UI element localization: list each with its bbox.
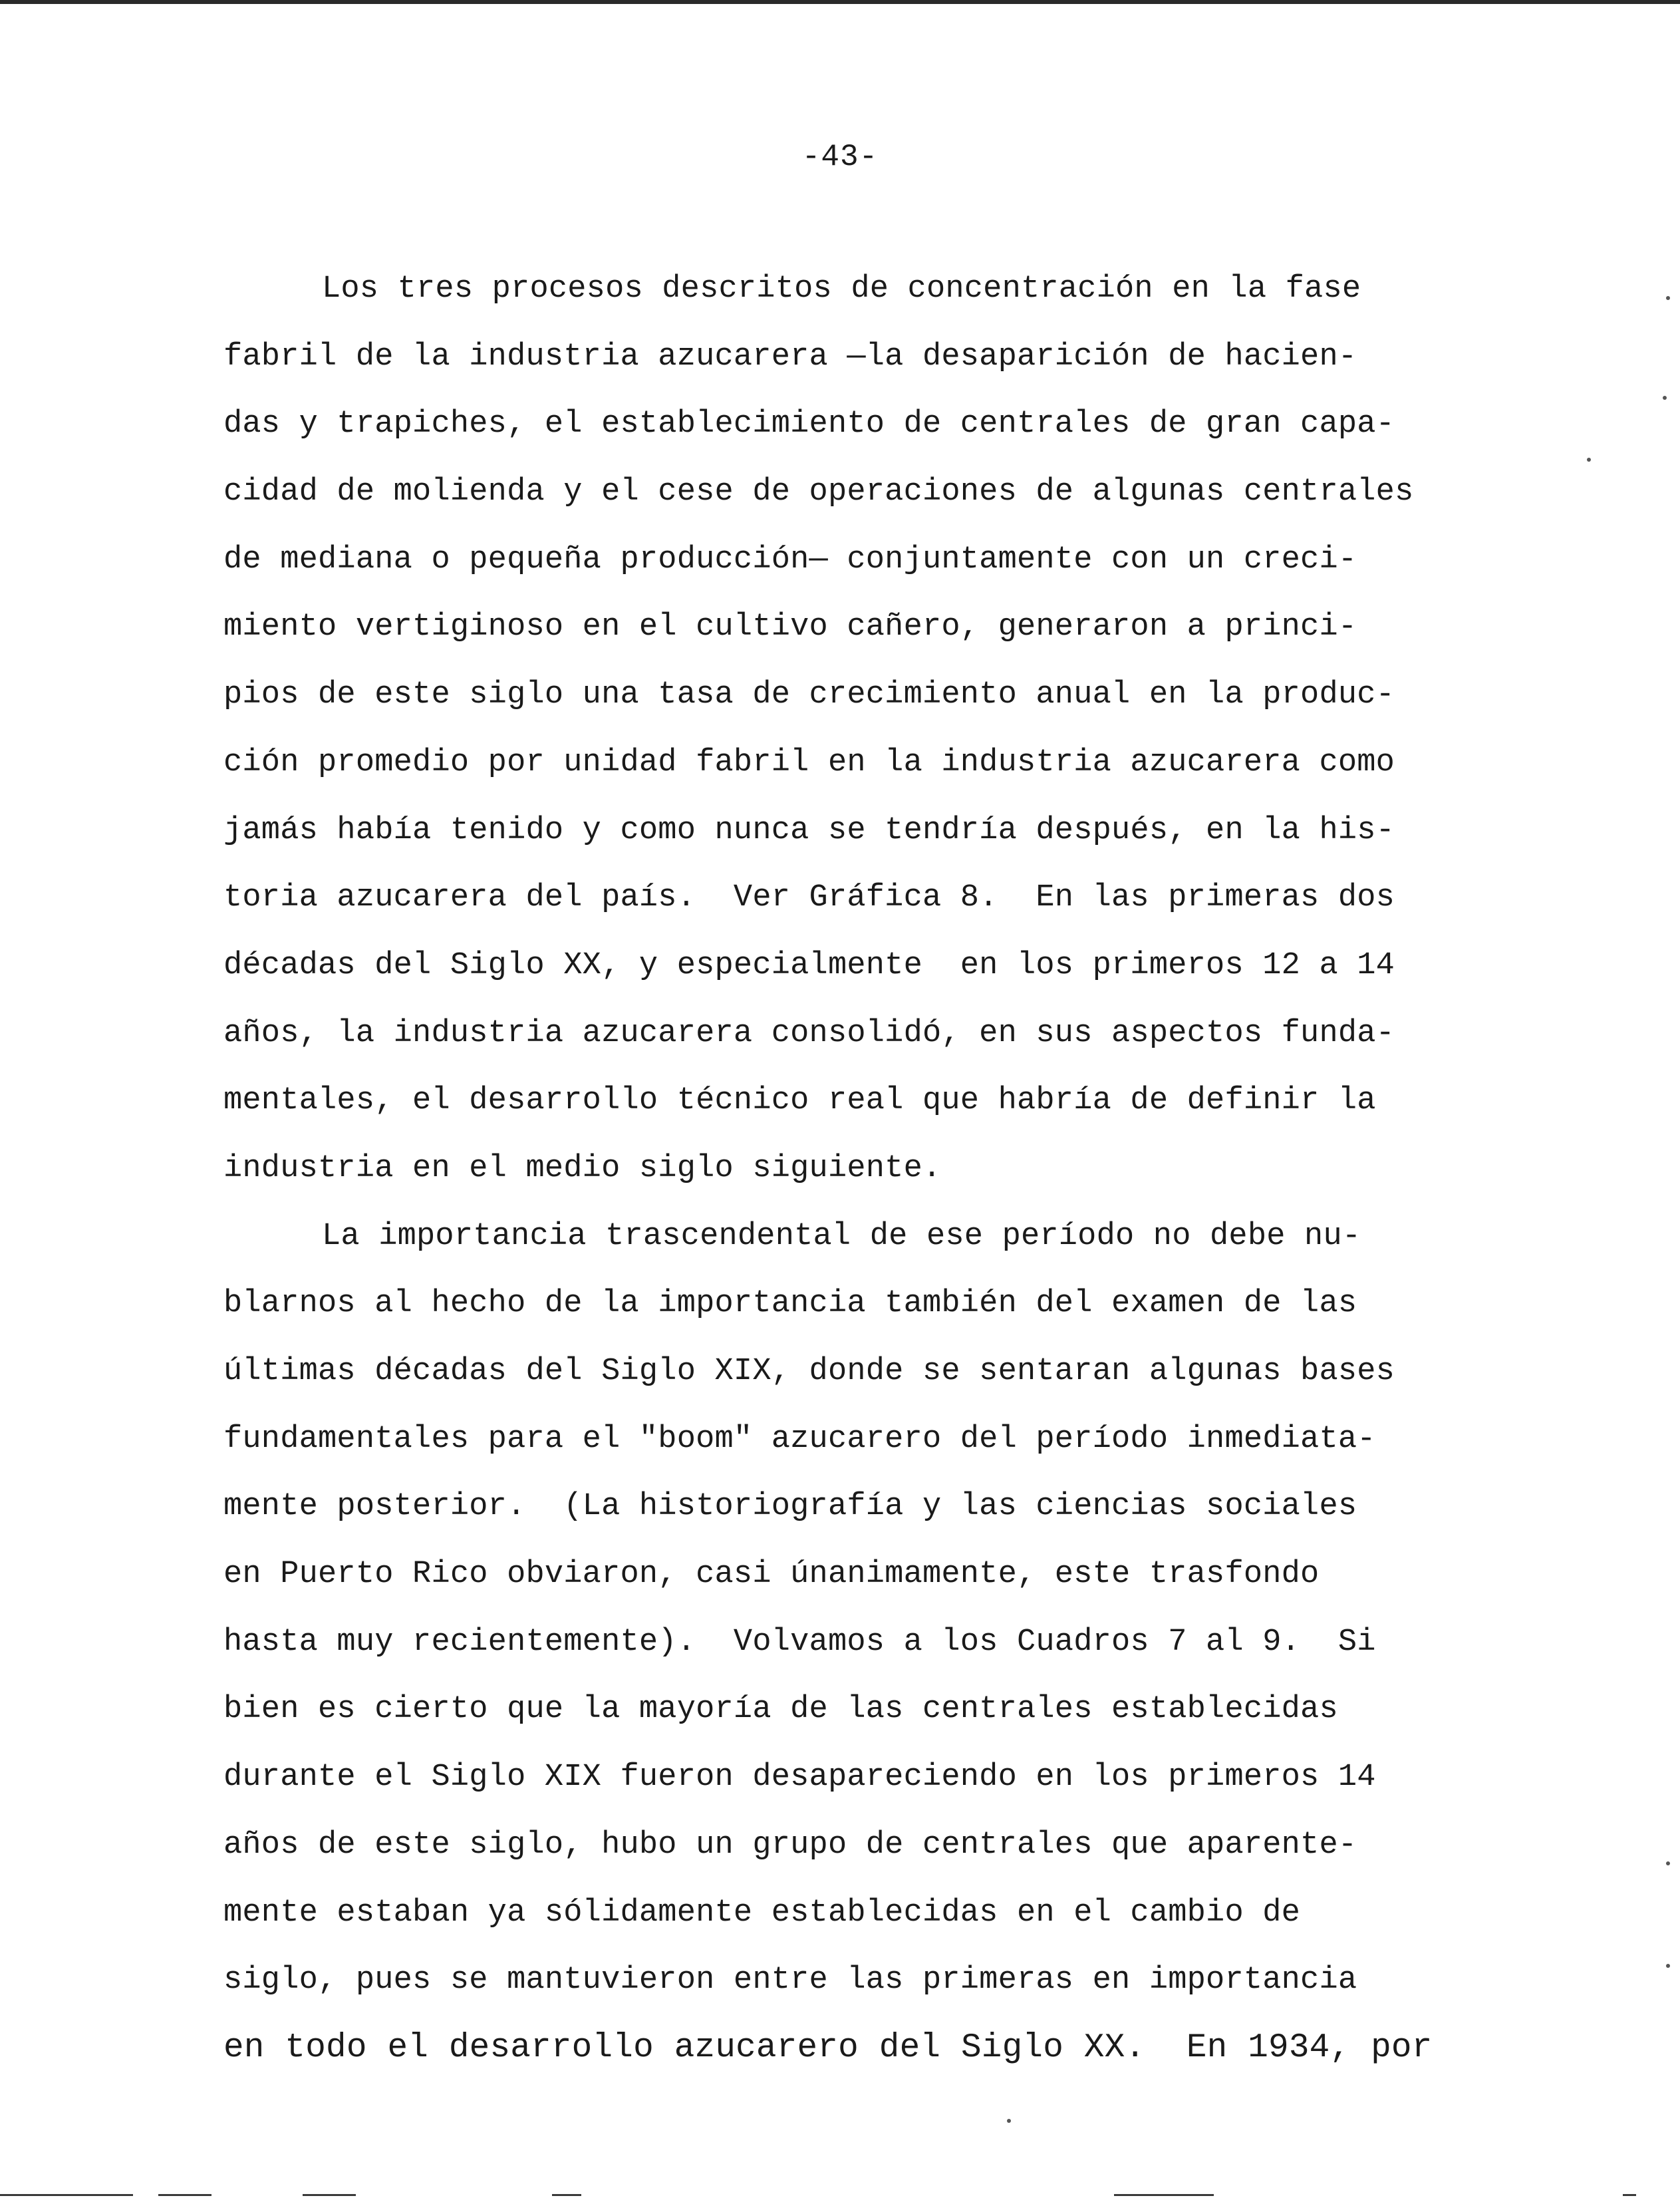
text-line: siglo, pues se mantuvieron entre las primeras en importancia: [223, 1963, 1357, 1998]
paragraph-1: [223, 255, 1520, 1203]
scan-mark: [158, 2194, 211, 2196]
text-line: fabril de la industria azucarera —la desaparición de hacien-: [223, 339, 1357, 375]
text-line: La importancia trascendental de ese período no debe nu-: [322, 1218, 1361, 1254]
scan-speck: [1587, 458, 1591, 462]
top-edge-rule: [0, 0, 1680, 4]
text-line: toria azucarera del país. Ver Gráfica 8. En las primeras dos: [223, 880, 1395, 916]
text-line: últimas décadas del Siglo XIX, donde se sentaran algunas bases: [223, 1354, 1395, 1389]
scan-mark: [303, 2194, 356, 2196]
text-line: años de este siglo, hubo un grupo de centrales que aparente-: [223, 1827, 1357, 1863]
scan-speck: [1666, 1964, 1670, 1968]
text-line: pios de este siglo una tasa de crecimiento anual en la produc-: [223, 677, 1395, 713]
bottom-scan-marks: [0, 2194, 1680, 2199]
scan-speck: [1666, 296, 1670, 300]
text-line: fundamentales para el "boom" azucarero del período inmediata-: [223, 1421, 1376, 1457]
text-line: Los tres procesos descritos de concentración en la fase: [322, 271, 1361, 307]
text-line: cidad de molienda y el cese de operaciones de algunas centrales: [223, 474, 1414, 510]
text-line: bien es cierto que la mayoría de las centrales establecidas: [223, 1692, 1338, 1728]
text-line: de mediana o pequeña producción— conjuntamente con un creci-: [223, 542, 1357, 577]
text-line: mente estaban ya sólidamente establecidas en el cambio de: [223, 1895, 1301, 1931]
text-line: en todo el desarrollo azucarero del Siglo XX. En 1934, por: [223, 2028, 1433, 2067]
text-line: hasta muy recientemente). Volvamos a los Cuadros 7 al 9. Si: [223, 1624, 1376, 1660]
text-line: das y trapiches, el establecimiento de centrales de gran capa-: [223, 406, 1395, 442]
text-line: ción promedio por unidad fabril en la industria azucarera como: [223, 744, 1395, 780]
text-line: durante el Siglo XIX fueron desapareciendo en los primeros 14: [223, 1760, 1376, 1796]
text-line: mente posterior. (La historiografía y las ciencias sociales: [223, 1489, 1357, 1525]
scan-speck: [1666, 1861, 1670, 1865]
scan-speck: [1007, 2119, 1011, 2123]
scan-speck: [1663, 396, 1667, 400]
scan-mark: [552, 2194, 581, 2196]
text-line: blarnos al hecho de la importancia también del examen de las: [223, 1286, 1357, 1322]
paragraph-2: [223, 1203, 1520, 2082]
document-body: [223, 255, 1520, 2082]
scan-mark: [1114, 2194, 1214, 2196]
text-line: años, la industria azucarera consolidó, en sus aspectos funda-: [223, 1015, 1395, 1051]
page-number: -43-: [801, 140, 879, 174]
text-line: jamás había tenido y como nunca se tendría después, en la his-: [223, 812, 1395, 848]
text-line: miento vertiginoso en el cultivo cañero, generaron a princi-: [223, 609, 1357, 645]
text-line: industria en el medio siglo siguiente.: [223, 1150, 942, 1186]
scan-mark: [1623, 2194, 1636, 2196]
text-line: mentales, el desarrollo técnico real que habría de definir la: [223, 1083, 1376, 1119]
text-line: décadas del Siglo XX, y especialmente en los primeros 12 a 14: [223, 947, 1395, 983]
scan-mark: [0, 2194, 133, 2196]
text-line: en Puerto Rico obviaron, casi únanimamente, este trasfondo: [223, 1557, 1320, 1593]
